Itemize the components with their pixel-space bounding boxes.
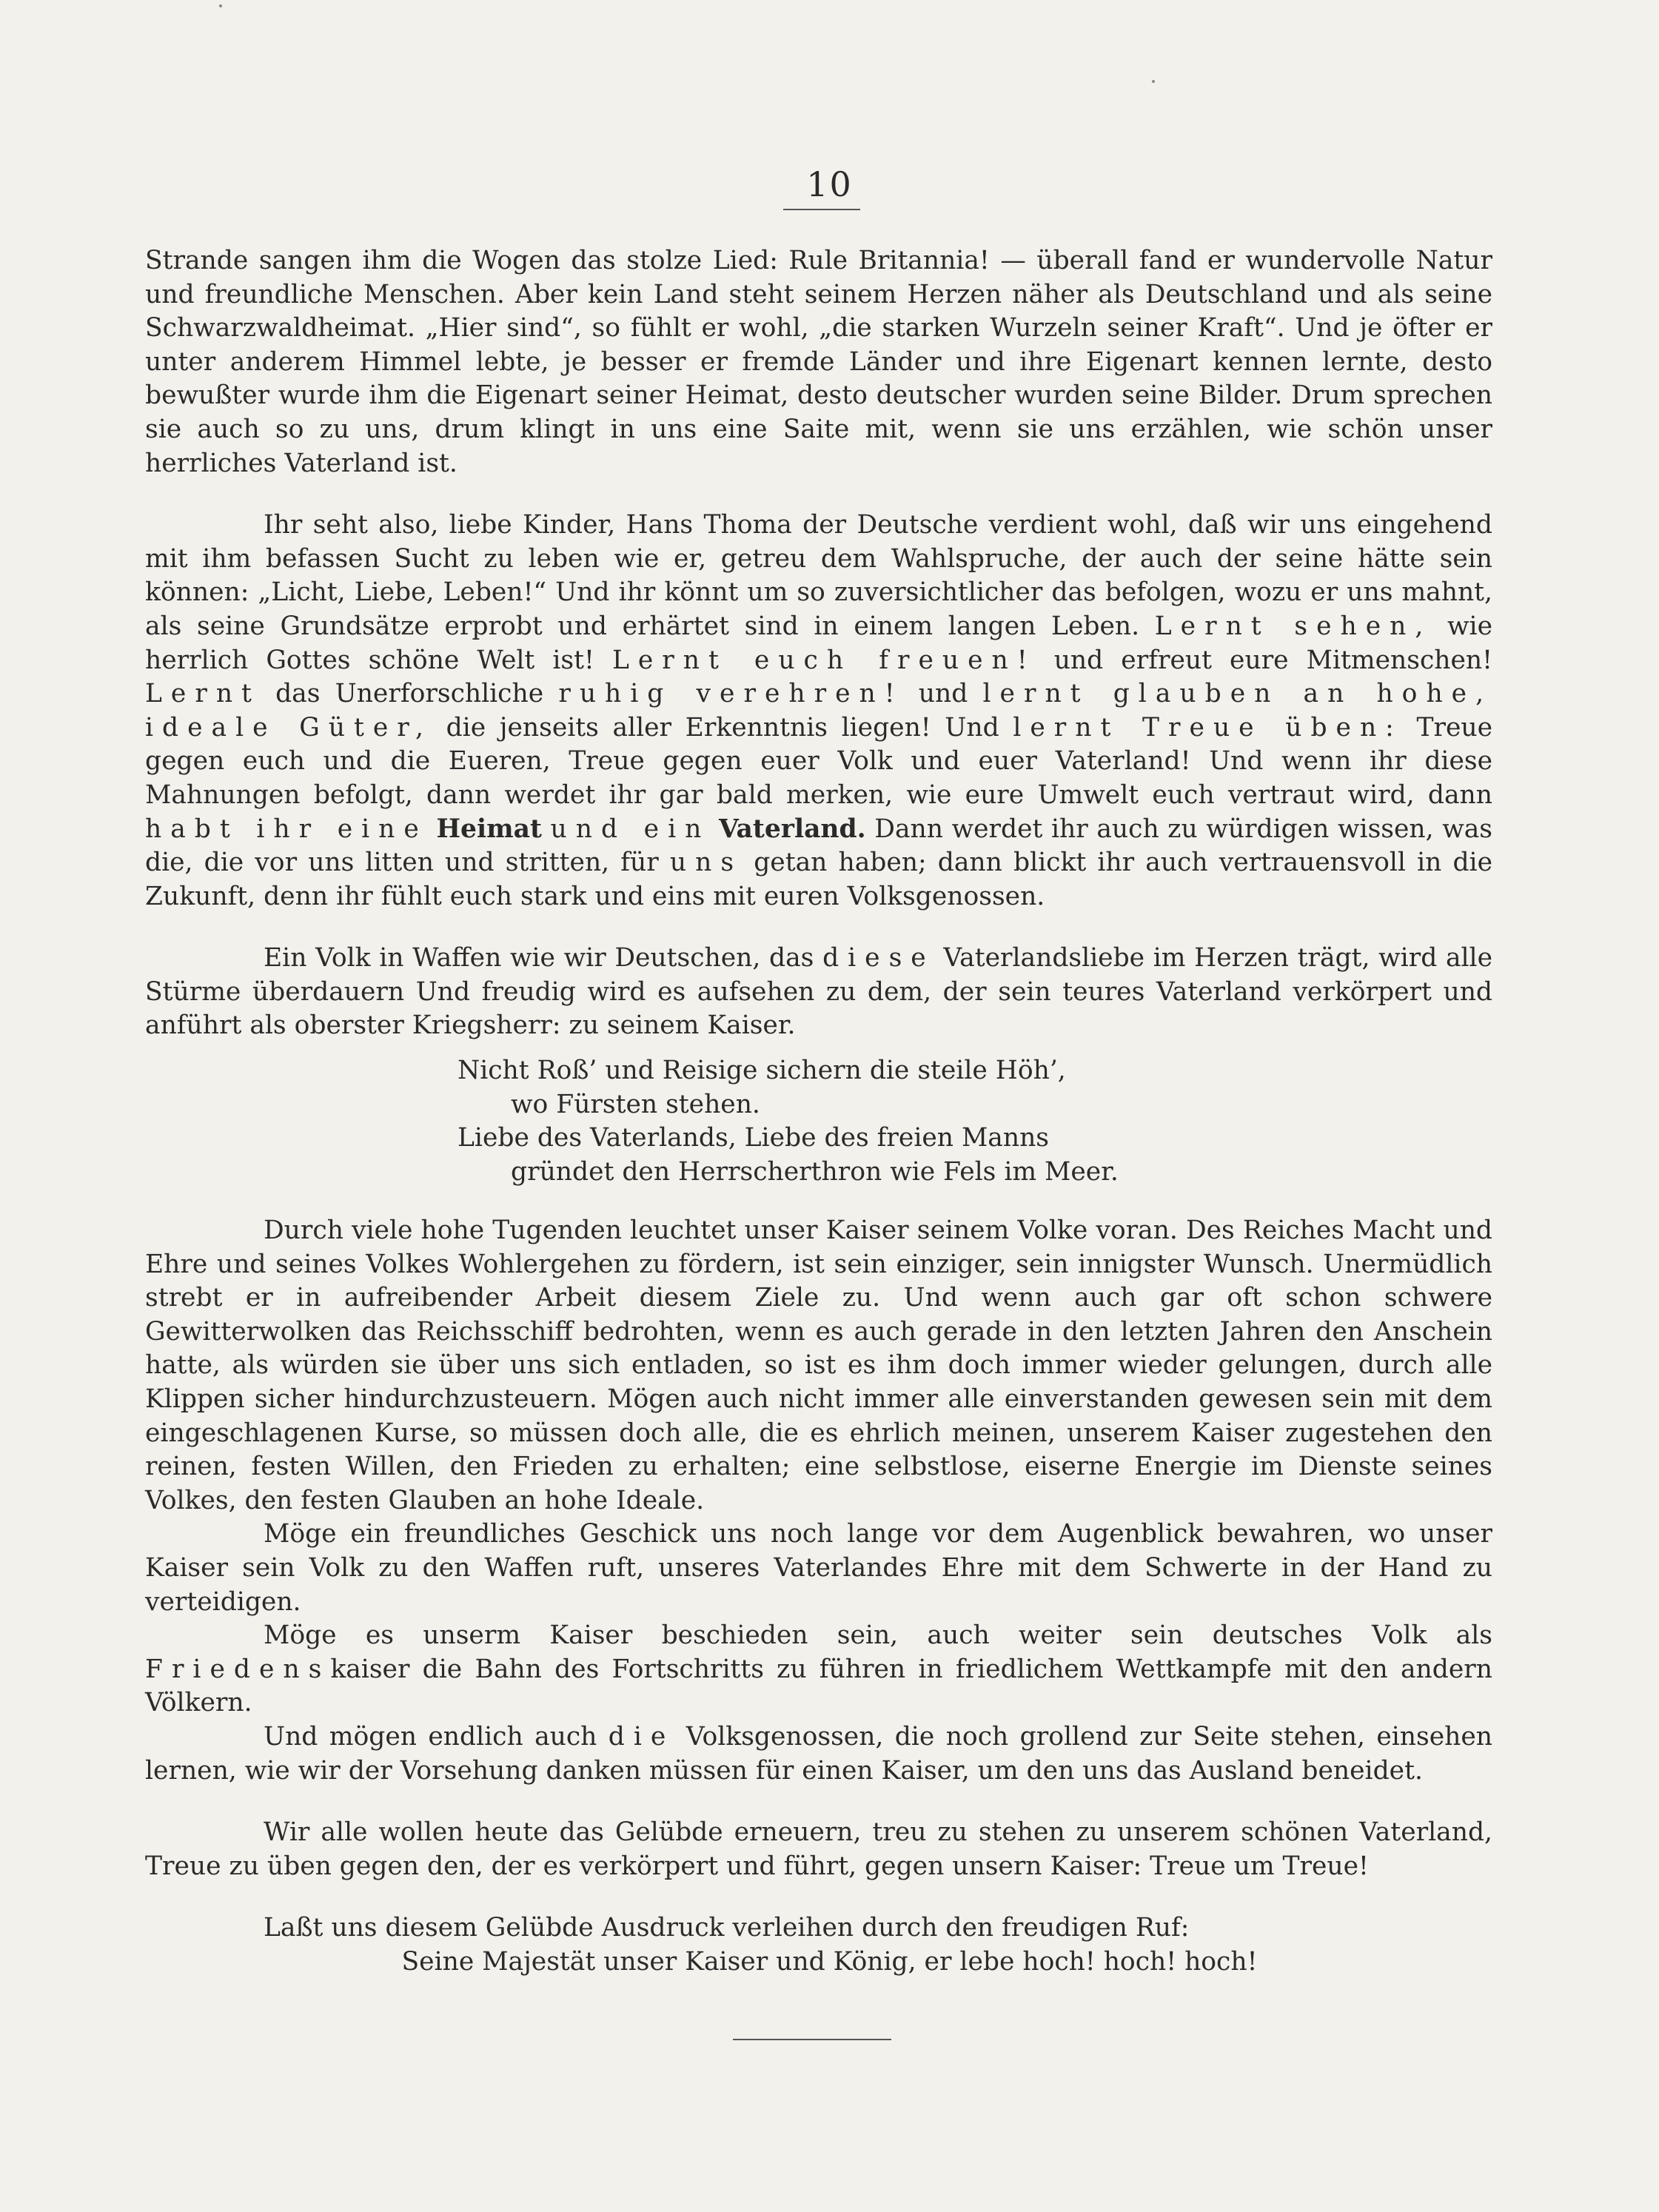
paragraph: Strande sangen ihm die Wogen das stolze Lied: Rule Britannia! — überall fand er wundervolle Natur und freundliche Menschen. Aber kein Land steht seinem Herzen näher als Deutschland und als seine Schwarzwaldheimat. „Hier sind“, so fühlt er wohl, „die starken Wurzeln seiner Kraft“. Und je öfter er unter anderem Himmel lebte, je besser er fremde Länder und ihre Eigenart kennen lernte, desto bewußter wurde ihm die Eigenart seiner Heimat, desto deutscher wurden seine Bilder. Drum sprechen sie auch so zu uns, drum klingt in uns eine Saite mit, wenn sie uns erzählen, wie schön unser herrliches Vaterland ist.	[145, 246, 1492, 478]
paragraph: Wir alle wollen heute das Gelübde erneuern, treu zu stehen zu unserem schönen Vaterland, Treue zu üben gegen den, der es verkörpert und führt, gegen unsern Kaiser: Treue um Treue!	[145, 1817, 1492, 1881]
text-run: und	[918, 679, 968, 709]
text-run: Möge es unserm Kaiser beschieden sein, auch weiter sein deutsches Volk als	[264, 1621, 1492, 1651]
text-run: das Unerforschliche	[275, 679, 544, 709]
verse-line: Liebe des Vaterlands, Liebe des freien Manns	[458, 1123, 1049, 1153]
paper-speck	[1152, 80, 1155, 83]
paper-speck	[219, 4, 222, 7]
text-run: die jenseits aller Erkenntnis liegen! Und	[446, 712, 999, 743]
spaced-text: lernt Treue üben:	[1013, 712, 1403, 743]
body-text-lower	[145, 1214, 1492, 1945]
verse-line: gründet den Herrscherthron wie Fels im Meer.	[511, 1156, 1119, 1187]
text-run: kaiser die Bahn des Fortschritts zu führen in friedlichem Wettkampfe mit den andern Völkern.	[145, 1654, 1492, 1718]
spaced-text: lernt glauben an hohe, ideale Güter,	[145, 679, 1493, 743]
spaced-text: und ein	[550, 814, 711, 844]
spaced-text: ruhig verehren!	[558, 679, 904, 709]
spaced-text: die	[608, 1721, 675, 1752]
verse-line: wo Fürsten stehen.	[511, 1089, 760, 1119]
paragraph: Möge ein freundliches Geschick uns noch lange vor dem Augenblick bewahren, wo unser Kaiser sein Volk zu den Waffen ruft, unseres Vaterlandes Ehre mit dem Schwerte in der Hand zu verteidigen.	[145, 1519, 1492, 1617]
text-run: getan haben; dann blickt ihr auch vertrauensvoll in die Zukunft, denn ihr fühlt euch stark und eins mit euren Volksgenossen.	[145, 848, 1492, 911]
text-run: Ein Volk in Waffen wie wir Deutschen, das	[264, 943, 814, 973]
page-number: 10	[806, 164, 853, 204]
paragraph	[145, 1619, 1492, 1720]
text-run: Vaterlandsliebe im Herzen trägt, wird alle Stürme überdauern Und freudig wird es aufsehen zu dem, der sein teures Vaterland verkörpert und anführt als oberster Kriegsherr: zu seinem Kaiser.	[145, 943, 1493, 1041]
paragraph	[145, 1720, 1492, 1788]
paragraph	[145, 942, 1492, 1043]
spaced-text: Lernt sehen,	[1154, 611, 1432, 641]
text-run: Dann werdet ihr auch zu würdigen wissen, was die, die vor uns litten und stritten, für	[145, 814, 1493, 878]
text-run: Und mögen endlich auch	[264, 1721, 597, 1752]
text-run: Volksgenossen, die noch grollend zur Seite stehen, einsehen lernen, wie wir der Vorsehung danken müssen für einen Kaiser, um den uns das Ausland beneidet.	[145, 1721, 1492, 1786]
paragraph	[145, 509, 1492, 914]
end-rule	[733, 2039, 891, 2040]
page-number-rule	[783, 209, 860, 210]
verse-quote	[458, 1054, 1119, 1189]
paragraph: Laßt uns diesem Gelübde Ausdruck verleihen durch den freudigen Ruf:	[264, 1913, 1190, 1943]
closing-exclamation: Seine Majestät unser Kaiser und König, er lebe hoch! hoch! hoch!	[401, 1947, 1258, 1977]
bold-text: Heimat	[436, 814, 542, 844]
text-run: Treue gegen euch und die Eueren, Treue gegen euer Volk und euer Vaterland! Und wenn ihr diese Mahnungen befolgt, dann werdet ihr gar bald merken, wie eure Umwelt euch vertraut wird, dann	[145, 712, 1493, 810]
body-text-upper	[145, 244, 1492, 1043]
spaced-text: uns	[669, 848, 743, 878]
spaced-text: habt ihr eine	[145, 814, 428, 844]
text-run: wie herrlich Gottes schöne Welt ist!	[145, 611, 1492, 675]
verse-line: Nicht Roß’ und Reisige sichern die steile Höh’,	[458, 1056, 1066, 1085]
text-run: Ihr seht also, liebe Kinder, Hans Thoma der Deutsche verdient wohl, daß wir uns eingehend mit ihm befassen Sucht zu leben wie er, getreu dem Wahlspruche, der auch der seine hätte sein können: „Licht, Liebe, Leben!“ Und ihr könnt um so zuversichtlicher das befolgen, wozu er uns mahnt, als seine Grundsätze erprobt und erhärtet sind in einem langen Leben.	[145, 510, 1492, 641]
text-run: und erfreut eure Mitmenschen!	[1053, 645, 1493, 675]
bold-text: Vaterland.	[718, 814, 866, 844]
spaced-text: Lernt	[145, 679, 261, 709]
paragraph: Durch viele hohe Tugenden leuchtet unser Kaiser seinem Volke voran. Des Reiches Macht und Ehre und seines Volkes Wohlergehen zu fördern, ist sein einziger, sein innigster Wunsch. Unermüdlich strebt er in aufreibender Arbeit diesem Ziele zu. Und wenn auch gar oft schon schwere Gewitterwolken das Reichsschiff bedrohten, wenn es auch gerade in den letzten Jahren den Anschein hatte, als würden sie über uns sich entladen, so ist es ihm doch immer wieder gelungen, durch alle Klippen sicher hindurchzusteuern. Mögen auch nicht immer alle einverstanden gewesen sein mit dem eingeschlagenen Kurse, so müssen doch alle, die es ehrlich meinen, unserem Kaiser zugestehen den reinen, festen Willen, den Frieden zu erhalten; eine selbstlose, eiserne Energie im Dienste seines Volkes, den festen Glauben an hohe Ideale.	[145, 1216, 1492, 1515]
spaced-text: Lernt euch freuen!	[611, 645, 1036, 675]
spaced-text: Friedens	[145, 1654, 331, 1684]
spaced-text: diese	[822, 943, 935, 973]
